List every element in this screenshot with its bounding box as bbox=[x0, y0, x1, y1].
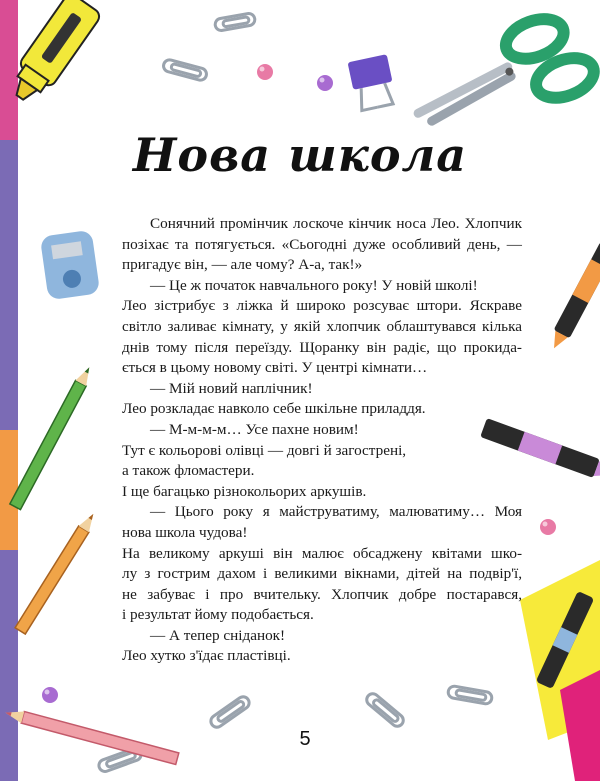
text-line: Лео хутко з'їдає пластівці. bbox=[122, 647, 291, 665]
pencil-icon bbox=[4, 707, 179, 765]
text-line: І ще багацько різнокольорих аркушів. bbox=[122, 482, 367, 500]
binder-clip-icon bbox=[348, 54, 398, 111]
text-line: світло заливає кімнату, у якій хлопчик облаштувався кілька bbox=[122, 317, 522, 335]
text-line: — Цього року я майструватиму, малюватиму… Моя bbox=[150, 503, 522, 521]
text-line: — Мій новий наплічник! bbox=[150, 379, 313, 397]
text-line: Лео розкладає навколо себе шкільне приладдя. bbox=[122, 400, 426, 418]
text-line: ється в цьому новому світі. У центрі кімнати… bbox=[122, 359, 428, 377]
text-line: На великому аркуші він малює обсаджену квітами шко- bbox=[122, 544, 522, 562]
text-line: не забуває і про вчительку. Хлопчик добре постарався, bbox=[122, 585, 522, 603]
text-line: Тут є кольорові олівці — довгі й загострені, bbox=[122, 441, 407, 459]
text-line: Лео зістрибує з ліжка й широко розсуває штори. Яскраве bbox=[122, 297, 522, 315]
highlighter-icon bbox=[3, 0, 102, 109]
pushpin-icon bbox=[257, 64, 273, 80]
text-line: — М-м-м-м… Усе пахне новим! bbox=[150, 420, 359, 438]
text-line: лу з гострим дахом і великими вікнами, дітей на подвір'ї, bbox=[122, 565, 522, 583]
text-line: — А тепер сніданок! bbox=[150, 626, 286, 644]
scissors-icon bbox=[402, 7, 600, 147]
page-title: Нова школа bbox=[132, 128, 468, 182]
paperclip-icon bbox=[364, 691, 405, 728]
story-text bbox=[122, 214, 522, 667]
pushpin-icon bbox=[42, 687, 58, 703]
page-number: 5 bbox=[299, 728, 311, 750]
pushpin-icon bbox=[540, 519, 556, 535]
pushpin-icon bbox=[317, 75, 333, 91]
text-line: Сонячний промінчик лоскоче кінчик носа Лео. Хлопчик bbox=[150, 215, 522, 232]
text-line: нова школа чудова! bbox=[122, 523, 248, 541]
paperclip-icon bbox=[214, 13, 255, 32]
sharpener-icon bbox=[40, 230, 100, 301]
text-line: позіхає та потягується. «Сьогодні дуже особливий день, — bbox=[122, 235, 522, 253]
paperclip-icon bbox=[162, 59, 208, 82]
paperclip-icon bbox=[447, 685, 492, 704]
text-line: а також фломастери. bbox=[122, 462, 255, 480]
pencil-icon bbox=[15, 511, 98, 634]
pencil-icon bbox=[10, 364, 95, 509]
text-line: — Це ж початок навчального року! У новій школі! bbox=[150, 276, 478, 294]
text-line: днів тому після переїзду. Щоранку він радіє, що прокида- bbox=[122, 338, 522, 356]
text-line: пригадує він, — але чому? А-а, так!» bbox=[122, 256, 363, 274]
paperclip-icon bbox=[209, 694, 252, 729]
text-line: і результат йому подобається. bbox=[122, 606, 314, 624]
crayon-icon bbox=[546, 242, 600, 353]
